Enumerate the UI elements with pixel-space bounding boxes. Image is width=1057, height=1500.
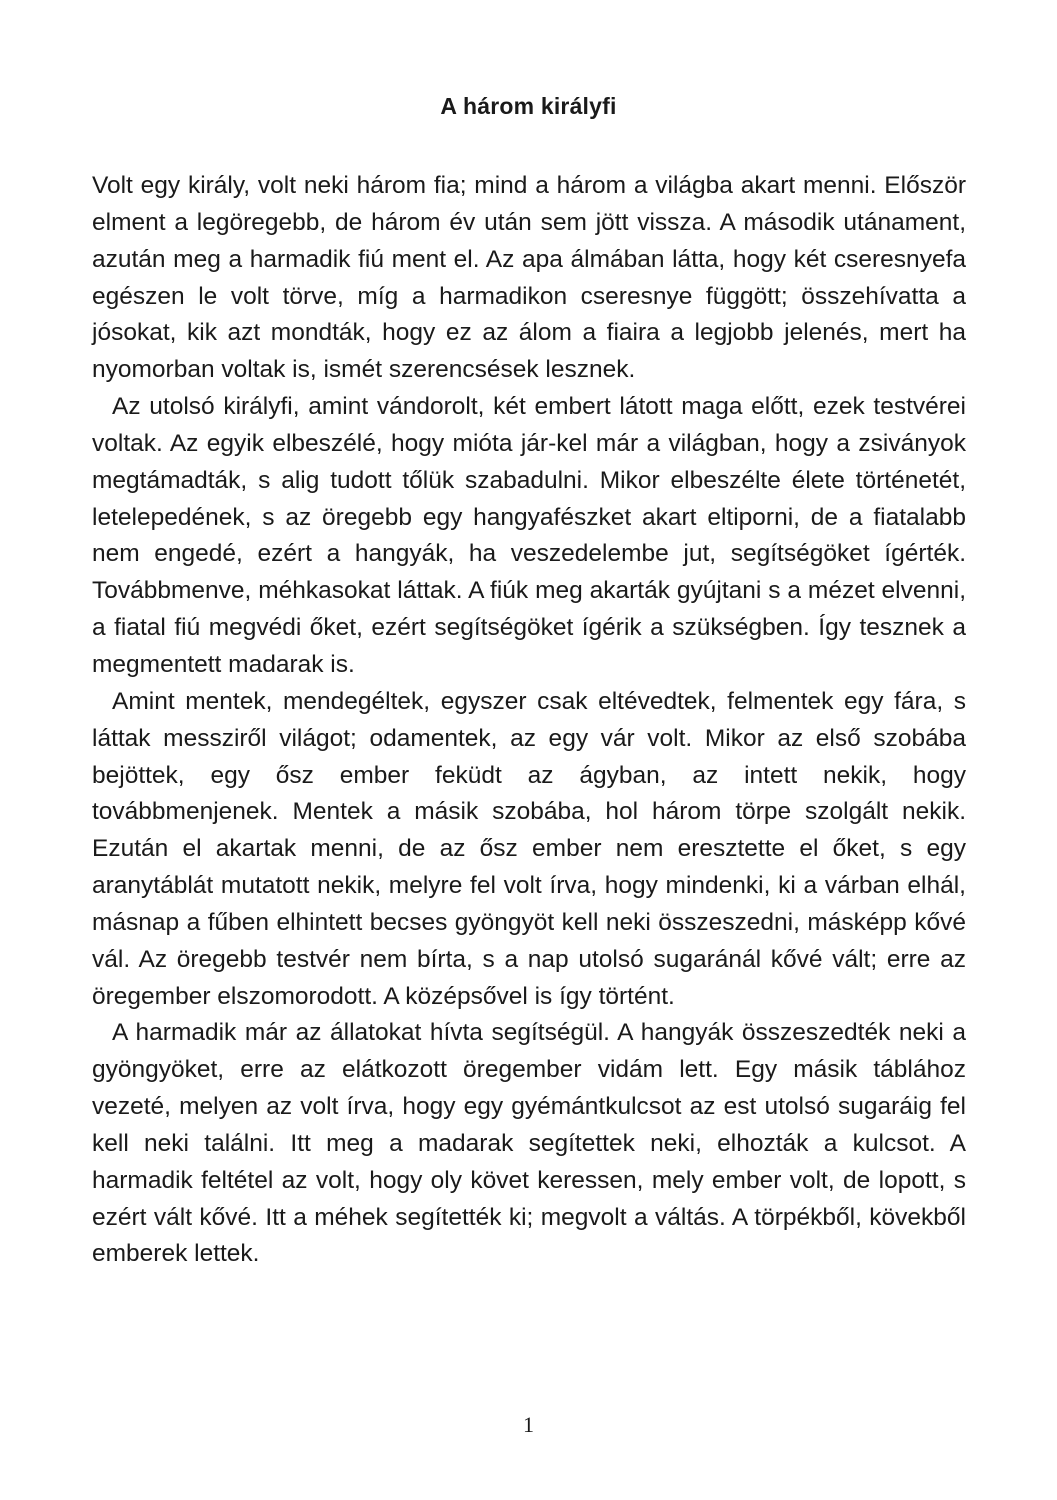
page-number: 1 <box>523 1412 534 1437</box>
story-title: A három királyfi <box>440 93 617 119</box>
story-body <box>92 168 966 1273</box>
paragraph-1: Volt egy király, volt neki három fia; mind a három a világba akart menni. Először elment a legöregebb, de három év után sem jött vissza. A második utánament, azután meg a harmadik fiú ment el. Az apa álmában látta, hogy két cseresnyefa egészen le volt törve, míg a harmadikon cseresnye függött; összehívatta a jósokat, kik azt mondták, hogy ez az álom a fiaira a legjobb jelenés, mert ha nyomorban voltak is, ismét szerencsések lesznek. <box>92 172 966 384</box>
paragraph-4: A harmadik már az állatokat hívta segítségül. A hangyák összeszedték neki a gyöngyöket, erre az elátkozott öregember vidám lett. Egy másik táblához vezeté, melyen az volt írva, hogy egy gyémántkulcsot az est utolsó sugaráig fel kell neki találni. Itt meg a madarak segítettek neki, elhozták a kulcsot. A harmadik feltétel az volt, hogy oly követ keressen, mely ember volt, de lopott, s ezért vált kővé. Itt a méhek segítették ki; megvolt a váltás. A törpékből, kövekből emberek lettek. <box>92 1019 966 1268</box>
paragraph-3: Amint mentek, mendegéltek, egyszer csak eltévedtek, felmentek egy fára, s láttak messziről világot; odamentek, az egy vár volt. Mikor az első szobába bejöttek, egy ősz ember feküdt az ágyban, az intett nekik, hogy továbbmenjenek. Mentek a másik szobába, hol három törpe szolgált nekik. Ezután el akartak menni, de az ősz ember nem eresztette el őket, s egy aranytáblát mutatott nekik, melyre fel volt írva, hogy mindenki, ki a várban elhál, másnap a fűben elhintett becses gyöngyöt kell neki összeszedni, másképp kővé vál. Az öregebb testvér nem bírta, s a nap utolsó sugaránál kővé vált; erre az öregember elszomorodott. A középsővel is így történt. <box>92 687 966 1010</box>
paragraph-2: Az utolsó királyfi, amint vándorolt, két embert látott maga előtt, ezek testvérei voltak. Az egyik elbeszélé, hogy mióta jár-kel már a világban, hogy a zsiványok megtámadták, s alig tudott tőlük szabadulni. Mikor elbeszélte élete történetét, letelepedének, s az öregebb egy hangyafészket akart eltiporni, de a fiatalabb nem engedé, ezért a hangyák, ha veszedelembe jut, segítségöket ígérték. Továbbmenve, méhkasokat láttak. A fiúk meg akarták gyújtani s a mézet elvenni, a fiatal fiú megvédi őket, ezért segítségöket ígérik a szükségben. Így tesznek a megmentett madarak is. <box>92 393 966 678</box>
